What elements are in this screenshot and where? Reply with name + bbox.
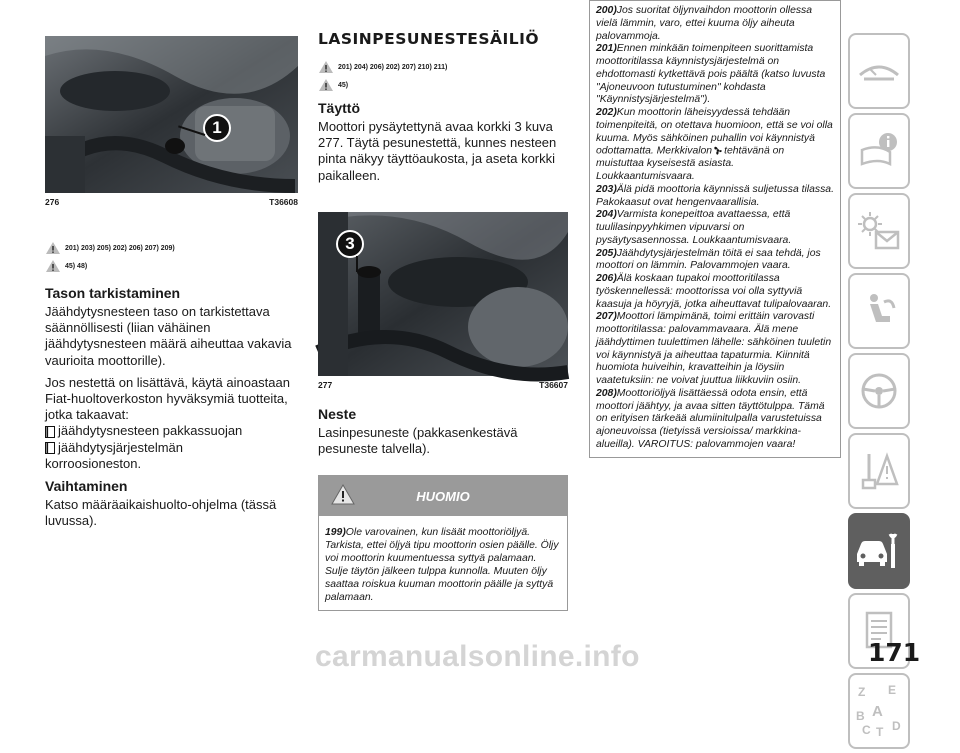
caution-refs-text: 45) [338, 81, 349, 89]
column-3 [589, 0, 841, 458]
section-title: LASINPESUNESTESÄILIÖ [318, 30, 540, 48]
warning-text: Kun moottorin läheisyydessä tehdään toimenpiteitä, on otettava huomioon, että se voi olla kuuma. Myös sähköinen puhallin voi käynnistyä odottamatta. Merkkivalon [596, 107, 833, 157]
book-icon [45, 426, 55, 438]
index-letter: C [862, 723, 871, 737]
notice-number: 199) [325, 527, 346, 539]
caution-triangle-icon [45, 259, 61, 273]
index-letter: Z [858, 685, 866, 699]
warning-item [596, 107, 834, 184]
warning-item [596, 273, 834, 311]
warning-refs-text: 201) 204) 206) 202) 207) 210) 211) [338, 63, 448, 71]
warning-triangle-icon [331, 484, 355, 505]
car-service-icon [853, 530, 905, 572]
figure-code: T36608 [269, 197, 298, 207]
list-item-text: jäähdytysjärjestelmän [58, 439, 184, 455]
notice-box [318, 475, 568, 611]
paragraph: Jäähdytysnesteen taso on tarkistettava säännöllisesti (liian vähäinen jäähdytysnesteen määrä aiheuttaa vakavia vaurioita moottorille). [45, 304, 292, 368]
column-2 [318, 0, 568, 611]
index-letter: A [872, 703, 883, 720]
alphabet-index-icon [854, 683, 904, 739]
page-number: 171 [868, 638, 921, 667]
warnings-box [589, 0, 841, 458]
heading-tason-tarkistaminen: Tason tarkistaminen [45, 285, 181, 301]
fan-warning-icon [712, 145, 724, 156]
warning-refs-text: 201) 203) 205) 202) 206) 207) 209) [65, 244, 175, 252]
list-item [45, 423, 298, 439]
airbag-seat-icon [858, 290, 900, 332]
warning-item [596, 5, 834, 43]
warning-text: Älä pidä moottoria käynnissä suljetussa tilassa. Pakokaasut ovat hengenvaarallisia. [596, 183, 834, 208]
notice-header [319, 476, 567, 516]
callout-3: 3 [336, 230, 364, 258]
warning-number: 208) [596, 387, 617, 399]
warning-number: 200) [596, 5, 617, 16]
dashboard-icon [858, 53, 900, 89]
warning-refs-1 [45, 241, 298, 255]
tab-index[interactable] [848, 673, 910, 749]
figure-code: T36607 [539, 379, 568, 390]
list-item [45, 440, 298, 456]
emergency-tools-icon [857, 450, 901, 492]
index-letter: B [856, 709, 865, 723]
callout-1: 1 [203, 114, 231, 142]
tab-info[interactable] [848, 113, 910, 189]
index-letter: T [876, 725, 884, 739]
tab-lights-messages[interactable] [848, 193, 910, 269]
warning-text: Moottoriöljyä lisättäessä odota ensin, että moottori jäähtyy, ja avaa sitten täyttötulppa. Tämä on erityisen tärkeää alumiinitulpalla varustetuissa ajoneuvoissa (tietyissä versioissa/ markkina-alueilla). VAROITUS: palovammojen vaara! [596, 387, 825, 450]
warning-triangle-icon [45, 241, 61, 255]
warning-text: Moottori lämpimänä, toimi erittäin varovasti moottoritilassa: palovammavaara. Älä mene jäähdyttimen tuulettimen lähelle: sähköinen tuuletin voi käynnistyä ja aiheuttaa tapaturmia. Kiinnitä huomiota huiveihin, kravatteihin ja löysiin vaatetuksiin: ne voivat juuttua liikkuviin osiin. [596, 311, 832, 386]
tab-airbag-seat[interactable] [848, 273, 910, 349]
figure-caption-276 [45, 197, 298, 207]
paragraph: Katso määräaikaishuolto-ohjelma (tässä luvussa). [45, 497, 277, 529]
info-icon [858, 130, 900, 172]
engine-photo-276 [45, 36, 298, 193]
steering-wheel-icon [859, 371, 899, 411]
warning-text: tehtävänä on muistuttaa kyseisestä asiasta. Loukkaantumisvaara. [596, 145, 785, 182]
figure-number: 277 [318, 379, 333, 390]
book-icon [45, 442, 55, 454]
warning-number: 204) [596, 209, 617, 221]
notice-text: Ole varovainen, kun lisäät moottoriöljyä. Tarkista, ettei öljyä tipu moottorin osien päälle. Öljy voi moottorin kuumentuessa syttyä palamaan. Sulje täytön jälkeen tulppa kunnolla. Muuten öljy saattaa roiskua kuuman moottorin päälle ja syttyä palamaan. [325, 527, 559, 604]
heading-neste: Neste [318, 405, 357, 422]
engine-image [45, 36, 298, 193]
warning-text: Jäähdytysjärjestelmän töitä ei saa tehdä, jos moottori on lämmin. Palovammojen vaara. [596, 247, 821, 272]
warning-number: 202) [596, 107, 617, 118]
list-item-continuation: korroosioneston. [45, 455, 142, 471]
column-1 [45, 0, 298, 529]
caution-refs-2 [318, 78, 568, 92]
list-item-text: jäähdytysnesteen pakkassuojan [58, 423, 243, 439]
warning-item [596, 209, 834, 247]
warning-number: 206) [596, 273, 617, 284]
warning-item [596, 248, 834, 274]
tab-car-dashboard[interactable] [848, 33, 910, 109]
paragraph: Jos nestettä on lisättävä, käytä ainoastaan Fiat-huoltoverkoston hyväksymiä tuotteita, jotka takaavat: [45, 374, 290, 423]
notice-body [319, 516, 567, 610]
caution-refs-1 [45, 259, 298, 273]
lights-messages-icon [856, 210, 902, 252]
warning-text: Varmista konepeittoa avattaessa, että tuulilasinpyyhkimen vipuvarsi on pysäytysasennossa. Loukkaantumisvaara. [596, 209, 792, 246]
warning-number: 201) [596, 43, 617, 55]
warning-number: 203) [596, 183, 617, 195]
paragraph: Moottori pysäytettynä avaa korkki 3 kuva 277. Täytä pesunestettä, kunnes nesteen pinta näkyy täyttöaukosta, ja aseta korkki paikalleen. [318, 119, 557, 183]
warning-triangle-icon [318, 60, 334, 74]
watermark: carmanualsonline.info [315, 640, 640, 673]
warning-text: Älä koskaan tupakoi moottoritilassa työskennellessä: moottorissa voi olla syttyviä kaasuja ja höyryjä, jotka aiheuttavat tulipalovaaran. [596, 273, 832, 310]
warning-text: Ennen minkään toimenpiteen suorittamista moottoritilassa käynnistysjärjestelmä on ehdottomasti kytkettävä pois päältä (katso luvusta "Ajoneuvoon tutustuminen" kohdasta "Käynnistysjärjestelmä"). [596, 43, 826, 106]
heading-vaihtaminen: Vaihtaminen [45, 478, 128, 495]
paragraph: Lasinpesuneste (pakkasenkestävä pesuneste talvella). [318, 424, 518, 457]
warning-item [596, 184, 834, 210]
engine-photo-277 [318, 212, 568, 376]
caution-triangle-icon [318, 78, 334, 92]
warning-item [596, 388, 834, 452]
caution-refs-text: 45) 48) [65, 262, 88, 270]
warning-item [596, 311, 834, 388]
tab-car-service[interactable] [848, 513, 910, 589]
warning-item [596, 43, 834, 107]
figure-number: 276 [45, 197, 60, 207]
notice-title: HUOMIO [416, 488, 470, 504]
heading-taytto: Täyttö [318, 100, 360, 116]
warning-number: 205) [596, 247, 617, 259]
index-letter: D [892, 719, 901, 733]
figure-caption-277 [318, 380, 568, 390]
warning-refs-2 [318, 60, 568, 74]
warning-text: Jos suoritat öljynvaihdon moottorin ollessa vielä lämmin, varo, ettei kuuma öljy aiheuta palovammoja. [596, 5, 813, 42]
tab-steering-wheel[interactable] [848, 353, 910, 429]
index-letter: E [888, 683, 897, 697]
callout-line-3 [356, 256, 358, 272]
tab-warning-triangle-tools[interactable] [848, 433, 910, 509]
warning-number: 207) [596, 311, 617, 323]
